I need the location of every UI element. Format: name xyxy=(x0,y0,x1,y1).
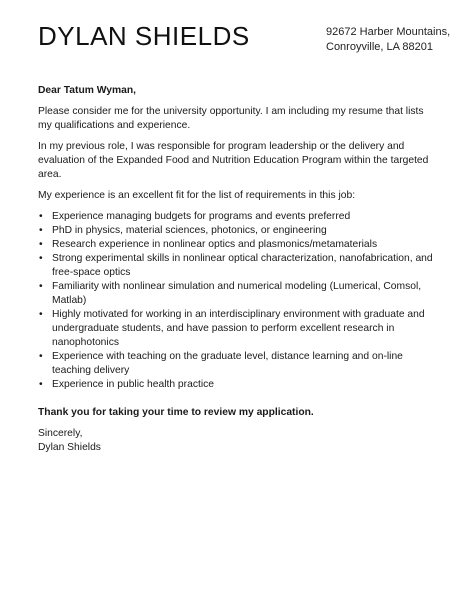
list-item-text: Experience with teaching on the graduate level, distance learning and on-line teaching delivery xyxy=(52,351,403,376)
list-item-text: Familiarity with nonlinear simulation and numerical modeling (Lumerical, Comsol, Matlab) xyxy=(52,281,422,306)
closing: Sincerely, xyxy=(38,428,83,439)
list-item-text: Strong experimental skills in nonlinear optical characterization, nanofabrication, and free-space optics xyxy=(52,253,433,278)
signature-name: Dylan Shields xyxy=(38,442,101,453)
bullet-icon: • xyxy=(39,253,43,264)
bullet-icon: • xyxy=(39,225,43,236)
requirements-list xyxy=(38,210,438,392)
list-item-text: PhD in physics, material sciences, photonics, or engineering xyxy=(52,225,327,236)
list-item-text: Highly motivated for working in an interdisciplinary environment with graduate and undergraduate students, and have passion to perform excellent research in nanophotonics xyxy=(52,309,425,348)
bullet-icon: • xyxy=(39,239,43,250)
experience-paragraph: In my previous role, I was responsible for program leadership or the delivery and evaluation of the Expanded Food and Nutrition Education Program within the targeted area. xyxy=(38,141,429,180)
applicant-name: DYLAN SHIELDS xyxy=(38,21,250,51)
list-item-text: Experience in public health practice xyxy=(52,379,214,390)
bullet-icon: • xyxy=(39,351,43,362)
bullet-icon: • xyxy=(39,211,43,222)
bullet-icon: • xyxy=(39,281,43,292)
requirements-intro: My experience is an excellent fit for the list of requirements in this job: xyxy=(38,190,356,201)
list-item xyxy=(39,238,438,252)
salutation: Dear Tatum Wyman, xyxy=(38,85,137,96)
list-item xyxy=(39,350,438,378)
list-item xyxy=(39,224,438,238)
letter-body xyxy=(38,84,438,455)
list-item xyxy=(39,252,438,280)
applicant-address xyxy=(326,25,450,55)
list-item-text: Research experience in nonlinear optics and plasmonics/metamaterials xyxy=(52,239,378,250)
address-line-2: Conroyville, LA 88201 xyxy=(326,41,434,53)
list-item xyxy=(39,280,438,308)
list-item xyxy=(39,308,438,350)
address-line-1: 92672 Harber Mountains, xyxy=(326,26,451,38)
list-item-text: Experience managing budgets for programs and events preferred xyxy=(52,211,351,222)
list-item xyxy=(39,210,438,224)
thanks-line: Thank you for taking your time to review my application. xyxy=(38,407,314,418)
bullet-icon: • xyxy=(39,379,43,390)
bullet-icon: • xyxy=(39,309,43,320)
intro-paragraph: Please consider me for the university opportunity. I am including my resume that lists my qualifications and experience. xyxy=(38,106,424,131)
list-item xyxy=(39,378,438,392)
